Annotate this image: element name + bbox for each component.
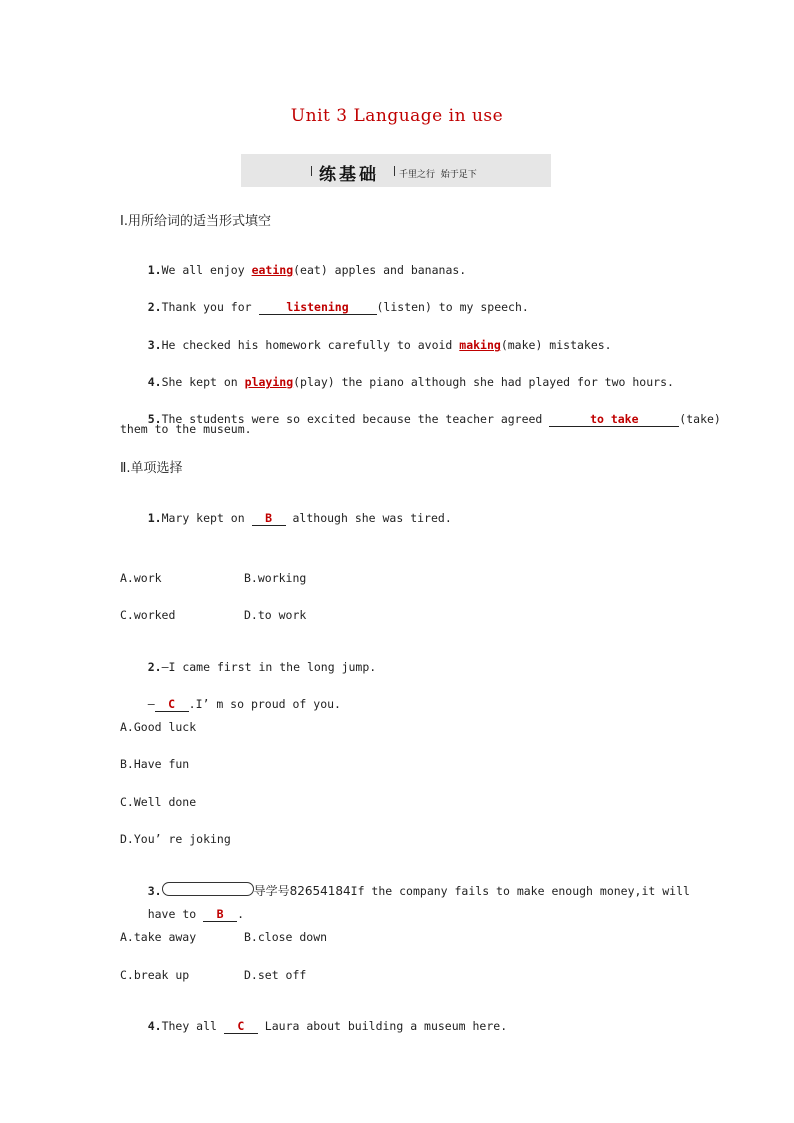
mc-option: D.You’ re joking	[120, 832, 231, 846]
fill-item-3	[120, 324, 612, 366]
mc-option: C.Well done	[120, 795, 197, 809]
question-text: They all	[161, 1019, 224, 1033]
section-2-heading: Ⅱ.单项选择	[120, 461, 183, 476]
mc-option: C.break up	[120, 968, 190, 982]
mc-question-2	[120, 646, 376, 688]
mc-option: B.Have fun	[120, 757, 190, 771]
item-answer: eating	[251, 263, 294, 277]
mc-option: A.Good luck	[120, 720, 197, 734]
item-text: Thank you for	[161, 300, 259, 314]
item-answer: listening	[259, 301, 377, 315]
question-text: Laura about building a museum here.	[257, 1019, 508, 1033]
item-text: (make) mistakes.	[500, 338, 612, 352]
item-answer: making	[459, 338, 501, 352]
item-text: (eat) apples and bananas.	[293, 263, 467, 277]
question-number: 3.	[147, 884, 162, 898]
page-title: Unit 3 Language in use	[290, 106, 504, 126]
mc-option: A.take away	[120, 930, 197, 944]
question-number: 2.	[147, 660, 162, 674]
item-number: 2.	[147, 300, 162, 314]
fill-item-2	[120, 286, 529, 329]
mc-question-1	[120, 497, 452, 540]
mc-option: D.set off	[244, 968, 307, 982]
fill-item-4	[120, 361, 674, 403]
fill-item-1	[120, 249, 466, 291]
mc-option: A.work	[120, 571, 162, 585]
item-number: 5.	[147, 412, 162, 426]
question-text: Mary kept on	[161, 511, 252, 525]
item-text: He checked his homework carefully to avoid	[161, 338, 460, 352]
question-answer: C	[155, 698, 189, 712]
item-number: 4.	[147, 375, 162, 389]
item-answer: to take	[549, 413, 679, 427]
mc-option: C.worked	[120, 608, 176, 622]
question-number: 4.	[147, 1019, 162, 1033]
banner-subtitle: 千里之行 始于足下	[399, 170, 477, 180]
question-text: .	[237, 907, 245, 921]
question-number: 1.	[147, 511, 162, 525]
item-text: (listen) to my speech.	[376, 300, 529, 314]
item-text: She kept on	[161, 375, 245, 389]
item-answer: playing	[244, 375, 294, 389]
item-text: (play) the piano although she had played for two hours.	[293, 375, 674, 389]
item-text: (take)	[679, 412, 721, 426]
dash: —	[147, 697, 155, 711]
item-number: 3.	[147, 338, 162, 352]
question-text: although she was tired.	[285, 511, 452, 525]
mc-option: B.working	[244, 571, 307, 585]
banner-divider	[311, 166, 312, 176]
mc-question-4	[120, 1005, 507, 1048]
question-text: —I came first in the long jump.	[161, 660, 377, 674]
fill-item-5-continued: them to the museum.	[120, 422, 252, 436]
item-text: The students were so excited because the teacher agreed	[161, 412, 550, 426]
question-text: If the company fails to make enough money,it will	[350, 884, 690, 898]
banner-title: 练基础	[319, 165, 379, 185]
item-number: 1.	[147, 263, 162, 277]
section-banner	[241, 154, 551, 187]
question-answer: B	[203, 908, 237, 922]
question-text: .I’ m so proud of you.	[188, 697, 341, 711]
question-label: 导学号82654184	[253, 884, 351, 898]
section-1-heading: Ⅰ.用所给词的适当形式填空	[120, 214, 271, 229]
question-answer: B	[252, 512, 286, 526]
question-answer: C	[224, 1020, 258, 1034]
item-text: We all enjoy	[161, 263, 252, 277]
mc-option: D.to work	[244, 608, 307, 622]
mc-option: B.close down	[244, 930, 328, 944]
question-text: have to	[147, 907, 204, 921]
banner-divider	[394, 166, 395, 176]
